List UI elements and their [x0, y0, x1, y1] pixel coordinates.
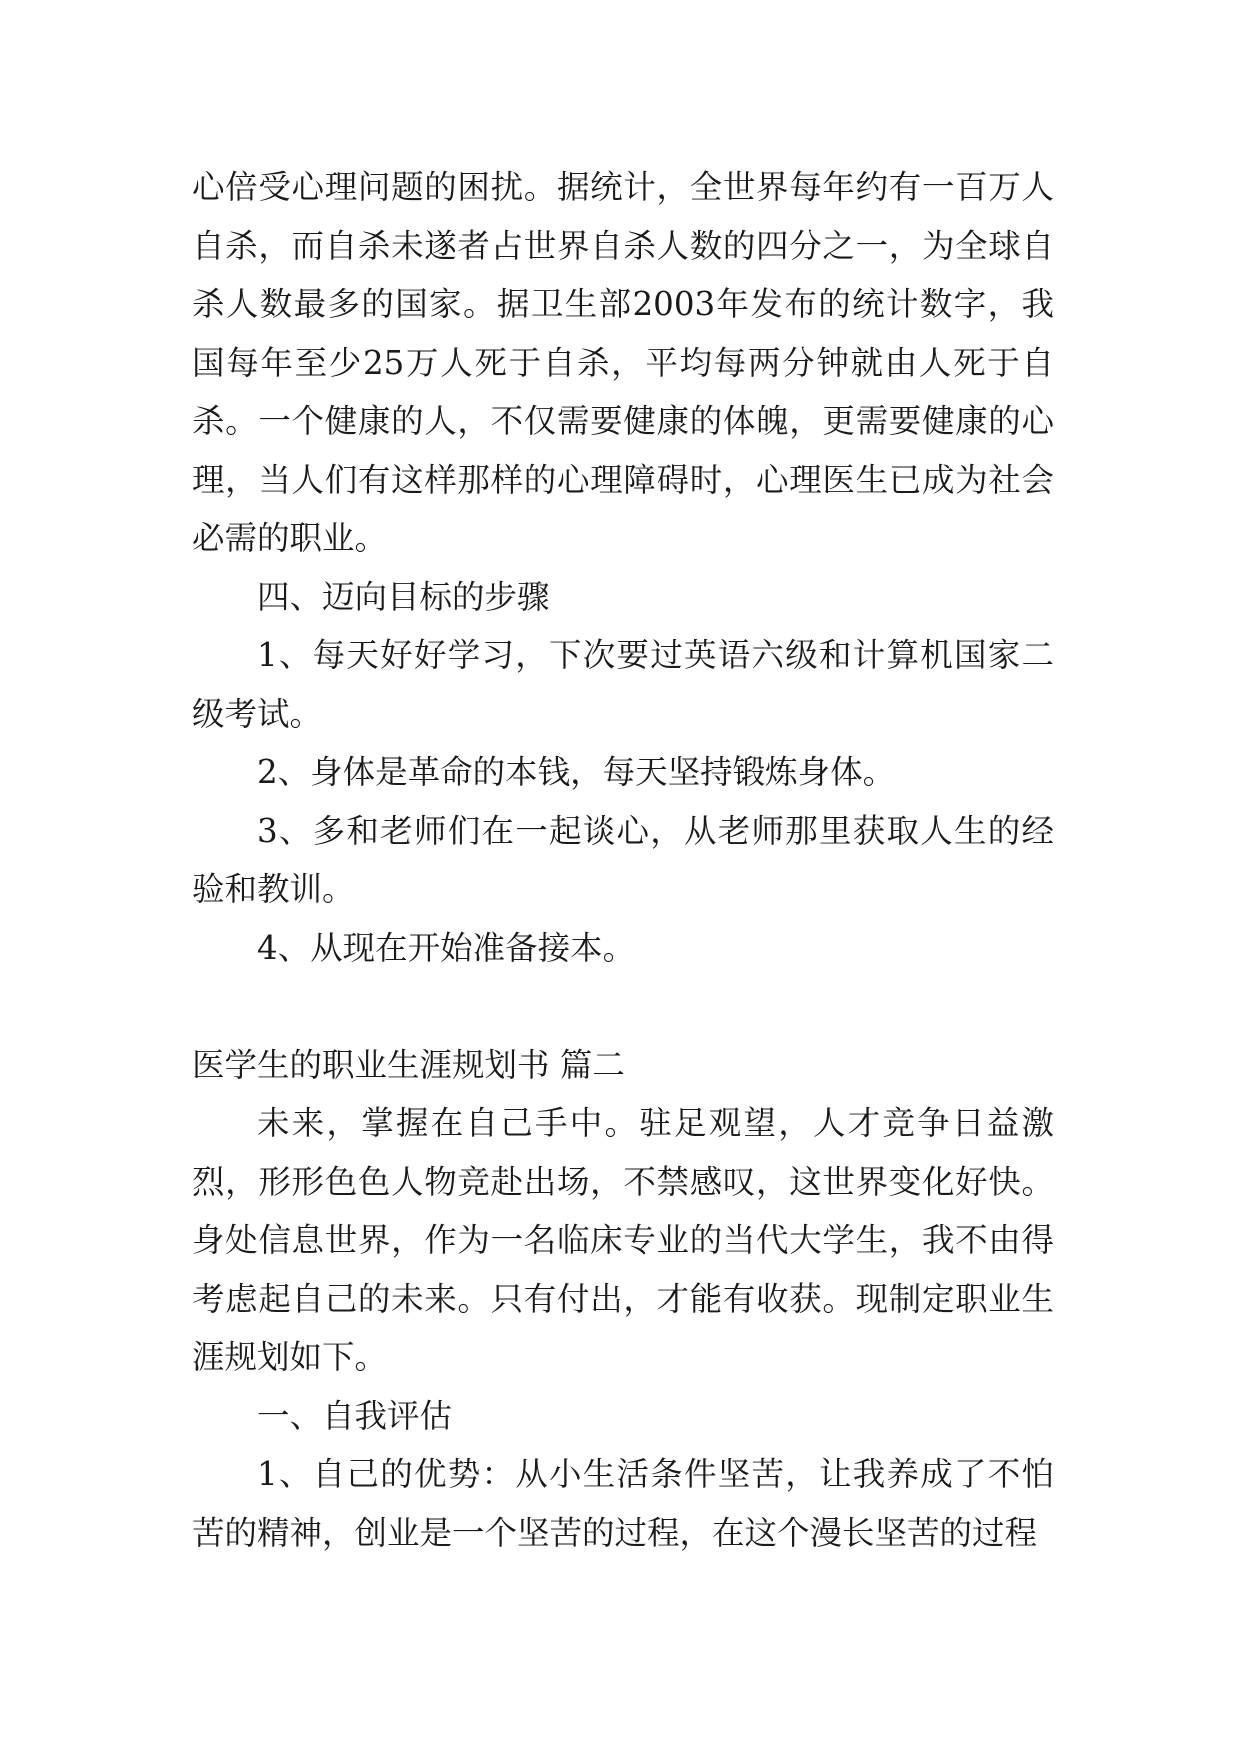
list-item-1: 1、每天好好学习，下次要过英语六级和计算机国家二级考试。	[192, 636, 1054, 733]
list-item-4: 4、从现在开始准备接本。	[257, 928, 636, 967]
section-spacer	[192, 977, 1054, 1036]
paragraph-strengths: 1、自己的优势：从小生活条件坚苦，让我养成了不怕苦的精神，创业是一个坚苦的过程，在这个漫长坚苦的过程	[192, 1455, 1054, 1552]
paragraph-intro: 未来，掌握在自己手中。驻足观望，人才竞争日益激烈，形形色色人物竞赴出场，不禁感叹，这世界变化好快。身处信息世界，作为一名临床专业的当代大学生，我不由得考虑起自己的未来。只有付出，才能有收获。现制定职业生涯规划如下。	[192, 1104, 1054, 1376]
document-page	[192, 158, 1054, 1562]
list-item-2: 2、身体是革命的本钱，每天坚持锻炼身体。	[257, 753, 896, 791]
section-title: 医学生的职业生涯规划书 篇二	[192, 1045, 625, 1084]
list-item-3: 3、多和老师们在一起谈心，从老师那里获取人生的经验和教训。	[192, 811, 1054, 908]
heading-self-assessment: 一、自我评估	[257, 1396, 453, 1435]
paragraph-continued: 心倍受心理问题的困扰。据统计，全世界每年约有一百万人自杀，而自杀未遂者占世界自杀人数的四分之一，为全球自杀人数最多的国家。据卫生部2003年发布的统计数字，我国每年至少25万人死于自杀，平均每两分钟就由人死于自杀。一个健康的人，不仅需要健康的体魄，更需要健康的心理，当人们有这样那样的心理障碍时，心理医生已成为社会必需的职业。	[192, 168, 1054, 557]
heading-steps: 四、迈向目标的步骤	[257, 577, 550, 616]
